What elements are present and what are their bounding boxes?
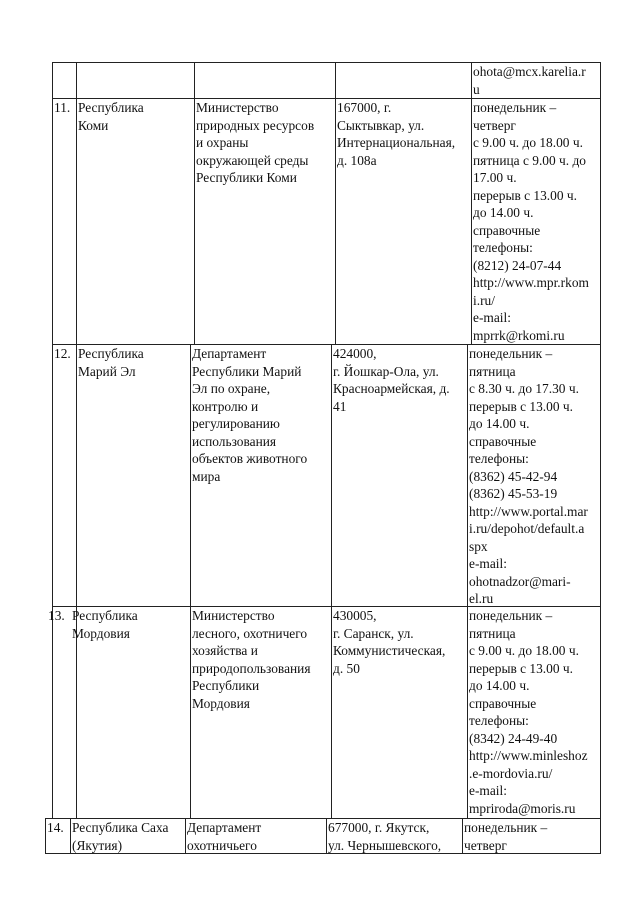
- text-line: Департамент: [192, 346, 267, 361]
- text-line: Министерство: [196, 100, 279, 115]
- contacts-cell: [464, 819, 547, 854]
- text-line: окружающей среды: [196, 152, 309, 168]
- text-line: с 9.00 ч. до 18.00 ч.: [473, 135, 583, 150]
- text-line: Республика: [78, 346, 144, 361]
- text-line: природопользования: [192, 660, 311, 676]
- text-line: e-mail:: [469, 556, 507, 571]
- text-line: перерыв с 13.00 ч.: [469, 660, 573, 676]
- text-line: понедельник –: [464, 820, 548, 835]
- text-line: Республики Марий: [192, 363, 302, 379]
- text-line: понедельник –: [473, 100, 557, 115]
- region-cell: [72, 607, 138, 642]
- address-cell: [337, 99, 455, 169]
- text-line: Республика: [72, 608, 138, 623]
- text-line: объектов животного: [192, 451, 308, 466]
- region-cell: [78, 345, 144, 380]
- text-line: справочные: [469, 695, 537, 711]
- text-line: (8362) 45-42-94: [469, 468, 558, 484]
- text-line: телефоны:: [469, 713, 529, 728]
- address-cell: [328, 819, 441, 854]
- text-line: телефоны:: [473, 240, 533, 255]
- text-line: перерыв с 13.00 ч.: [473, 187, 577, 203]
- text-line: Республики: [192, 678, 260, 693]
- text-line: пятница с 9.00 ч. до: [473, 152, 586, 168]
- text-line: (8212) 24-07-44: [473, 257, 562, 273]
- text-line: i.ru/: [473, 292, 495, 308]
- text-line: (8342) 24-49-40: [469, 730, 558, 746]
- address-cell: [333, 607, 445, 677]
- contacts-cell: [469, 345, 588, 608]
- text-line: mpriroda@moris.ru: [469, 800, 576, 816]
- row-number: 13.: [48, 608, 65, 623]
- text-line: (8362) 45-53-19: [469, 486, 558, 501]
- text-line: природных ресурсов: [196, 117, 315, 133]
- text-line: Коми: [78, 117, 109, 133]
- row-number: 11.: [54, 100, 71, 115]
- text-line: 424000,: [333, 346, 377, 361]
- text-line: четверг: [473, 117, 516, 133]
- text-line: Сыктывкар, ул.: [337, 117, 425, 133]
- text-line: и охраны: [196, 135, 249, 150]
- text-line: 430005,: [333, 608, 377, 623]
- text-line: четверг: [464, 837, 507, 853]
- text-line: i.ru/depohot/default.a: [469, 521, 585, 536]
- text-line: e-mail:: [469, 783, 507, 798]
- text-line: мира: [192, 468, 221, 484]
- text-line: Департамент: [187, 820, 262, 835]
- text-line: охотничьего: [187, 837, 257, 853]
- text-line: 677000, г. Якутск,: [328, 820, 430, 835]
- text-line: д. 108а: [337, 152, 377, 168]
- row-number: 12.: [54, 346, 71, 361]
- region-cell: [78, 99, 144, 134]
- text-line: Красноармейская, д.: [333, 381, 450, 396]
- text-line: перерыв с 13.00 ч.: [469, 398, 573, 414]
- text-line: .e-mordovia.ru/: [469, 765, 553, 781]
- text-line: http://www.portal.mar: [469, 503, 588, 519]
- text-line: Интернациональная,: [337, 135, 456, 150]
- text-line: http://www.minleshoz: [469, 748, 588, 763]
- text-line: телефоны:: [469, 451, 529, 466]
- text-line: spx: [469, 538, 488, 554]
- text-line: справочные: [473, 222, 541, 238]
- contacts-cell: [469, 607, 588, 817]
- text-line: 41: [333, 398, 347, 414]
- text-line: пятница: [469, 363, 516, 379]
- text-line: справочные: [469, 433, 537, 449]
- text-line: Министерство: [192, 608, 275, 623]
- agency-cell: [187, 819, 261, 854]
- text-line: mprrk@rkomi.ru: [473, 327, 565, 343]
- text-line: Республики Коми: [196, 170, 297, 185]
- region-cell: [72, 819, 168, 854]
- text-line: Коммунистическая,: [333, 643, 446, 658]
- row-number: 14.: [47, 820, 64, 835]
- text-line: Мордовия: [72, 625, 130, 641]
- text-line: с 8.30 ч. до 17.30 ч.: [469, 381, 579, 396]
- text-line: понедельник –: [469, 346, 553, 361]
- text-line: (Якутия): [72, 837, 123, 853]
- text-line: Мордовия: [192, 695, 250, 711]
- text-line: 17.00 ч.: [473, 170, 517, 185]
- text-line: Республика: [78, 100, 144, 115]
- text-line: ohotnadzor@mari-: [469, 573, 571, 589]
- contacts-cell: [473, 99, 589, 344]
- top-row-contacts: [473, 63, 586, 98]
- text-line: ул. Чернышевского,: [328, 837, 442, 853]
- text-line: регулированию: [192, 416, 280, 431]
- text-line: хозяйства и: [192, 643, 258, 658]
- text-line: с 9.00 ч. до 18.00 ч.: [469, 643, 579, 658]
- text-line: понедельник –: [469, 608, 553, 623]
- agency-cell: [192, 345, 307, 485]
- text-line: до 14.00 ч.: [473, 205, 534, 220]
- text-line: г. Саранск, ул.: [333, 625, 414, 641]
- text-line: 167000, г.: [337, 100, 392, 115]
- text-line: u: [473, 81, 480, 97]
- text-line: Республика Саха: [72, 820, 169, 835]
- text-line: el.ru: [469, 591, 494, 606]
- text-line: ohota@mcx.karelia.r: [473, 64, 586, 79]
- text-line: e-mail:: [473, 310, 511, 325]
- text-line: использования: [192, 433, 277, 449]
- text-line: д. 50: [333, 660, 360, 676]
- agency-cell: [196, 99, 314, 187]
- address-cell: [333, 345, 450, 415]
- text-line: Марий Эл: [78, 363, 136, 379]
- text-line: http://www.mpr.rkom: [473, 275, 589, 290]
- text-line: г. Йошкар-Ола, ул.: [333, 363, 439, 379]
- text-line: пятница: [469, 625, 516, 641]
- text-line: до 14.00 ч.: [469, 678, 530, 693]
- text-line: контролю и: [192, 398, 259, 414]
- text-line: Эл по охране,: [192, 381, 271, 396]
- text-line: лесного, охотничего: [192, 625, 308, 641]
- agency-cell: [192, 607, 311, 712]
- text-line: до 14.00 ч.: [469, 416, 530, 431]
